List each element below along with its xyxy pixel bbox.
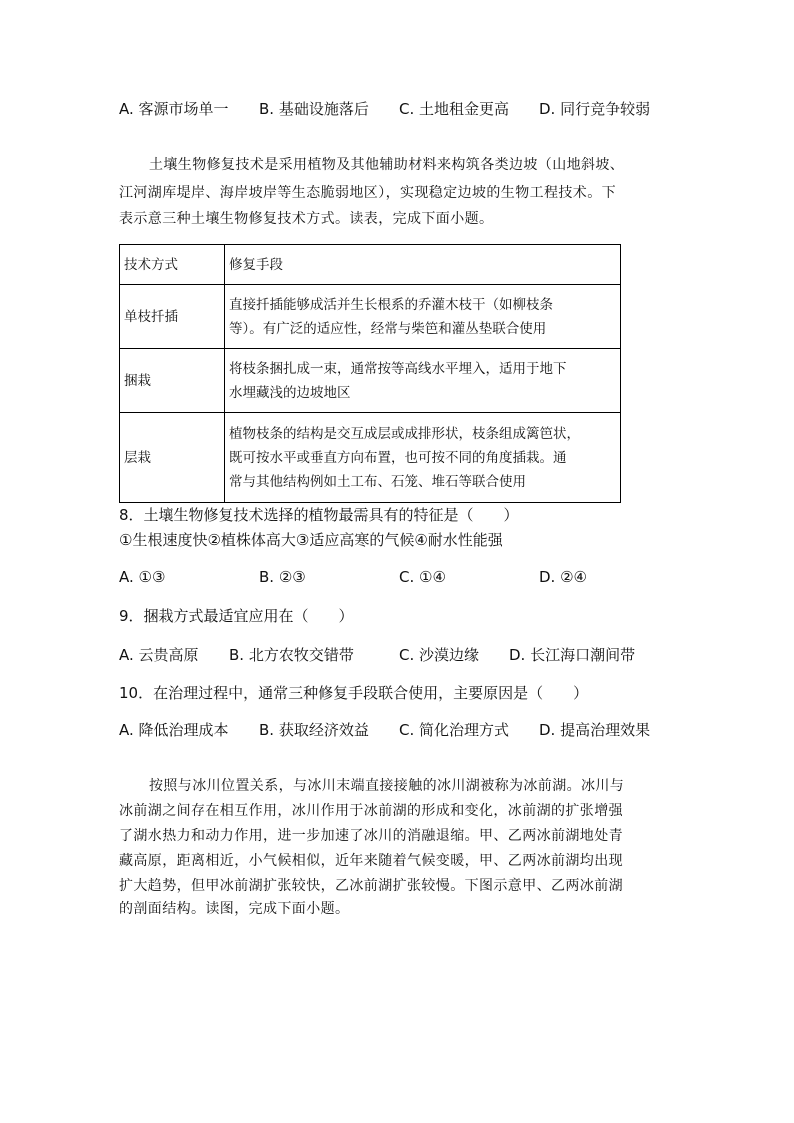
table-header-row [120, 245, 621, 285]
q7-option-b: B. 基础设施落后 [259, 100, 369, 118]
passage2-line: 的剖面结构。读图，完成下面小题。 [119, 901, 350, 917]
q10-option-d: D. 提高治理效果 [539, 721, 651, 739]
technique-table [119, 244, 621, 503]
passage1-line: 表示意三种土壤生物修复技术方式。读表，完成下面小题。 [119, 211, 494, 227]
passage1-line: 土壤生物修复技术是采用植物及其他辅助材料来构筑各类边坡（山地斜坡、 [149, 157, 625, 173]
table-row [120, 349, 621, 413]
q9-stem: 9．捆栽方式最适宜应用在（ ） [119, 607, 354, 625]
passage2-line: 扩大趋势，但甲冰前湖扩张较快，乙冰前湖扩张较慢。下图示意甲、乙两冰前湖 [119, 878, 623, 894]
q9-option-d: D. 长江海口潮间带 [509, 646, 636, 664]
header-means: 修复手段 [225, 245, 621, 285]
row-method: 单枝扦插 [120, 285, 225, 349]
passage2-line: 冰前湖之间存在相互作用，冰川作用于冰前湖的形成和变化，冰前湖的扩张增强 [119, 803, 623, 819]
q8-stem: 8．土壤生物修复技术选择的植物最需具有的特征是（ ） [119, 506, 519, 524]
q7-option-c: C. 土地租金更高 [399, 100, 510, 118]
row-method: 捆栽 [120, 349, 225, 413]
row-desc: 植物枝条的结构是交互成层或成排形状，枝条组成篱笆状， 既可按水平或垂直方向布置，也可按不同的角度插栽。通 常与其他结构例如土工布、石笼、堆石等联合使用 [225, 413, 621, 503]
passage2-line: 藏高原，距离相近，小气候相似，近年来随着气候变暖，甲、乙两冰前湖均出现 [119, 853, 623, 869]
q8-items: ①生根速度快②植株体高大③适应高寒的气候④耐水性能强 [119, 531, 503, 549]
q8-option-b: B. ②③ [259, 568, 306, 586]
q7-option-a: A. 客源市场单一 [119, 100, 229, 118]
q8-option-c: C. ①④ [399, 568, 446, 586]
passage2-line: 按照与冰川位置关系，与冰川末端直接接触的冰川湖被称为冰前湖。冰川与 [149, 778, 625, 794]
row-desc: 将枝条捆扎成一束，通常按等高线水平埋入，适用于地下 水埋藏浅的边坡地区 [225, 349, 621, 413]
q9-option-b: B. 北方农牧交错带 [229, 646, 354, 664]
row-method: 层栽 [120, 413, 225, 503]
q7-option-d: D. 同行竞争较弱 [539, 100, 651, 118]
q9-option-c: C. 沙漠边缘 [399, 646, 480, 664]
q10-option-b: B. 获取经济效益 [259, 721, 369, 739]
q10-option-a: A. 降低治理成本 [119, 721, 229, 739]
q8-option-d: D. ②④ [539, 568, 587, 586]
header-method: 技术方式 [120, 245, 225, 285]
row-desc: 直接扦插能够成活并生长根系的乔灌木枝干（如柳枝条 等）。有广泛的适应性，经常与柴笆和灌丛垫联合使用 [225, 285, 621, 349]
q10-option-c: C. 简化治理方式 [399, 721, 510, 739]
q8-option-a: A. ①③ [119, 568, 166, 586]
table-row [120, 413, 621, 503]
q9-option-a: A. 云贵高原 [119, 646, 199, 664]
passage2-line: 了湖水热力和动力作用，进一步加速了冰川的消融退缩。甲、乙两冰前湖地处青 [119, 828, 623, 844]
q10-stem: 10．在治理过程中，通常三种修复手段联合使用，主要原因是（ ） [119, 684, 589, 702]
table-row [120, 285, 621, 349]
passage1-line: 江河湖库堤岸、海岸坡岸等生态脆弱地区），实现稳定边坡的生物工程技术。下 [119, 185, 616, 201]
